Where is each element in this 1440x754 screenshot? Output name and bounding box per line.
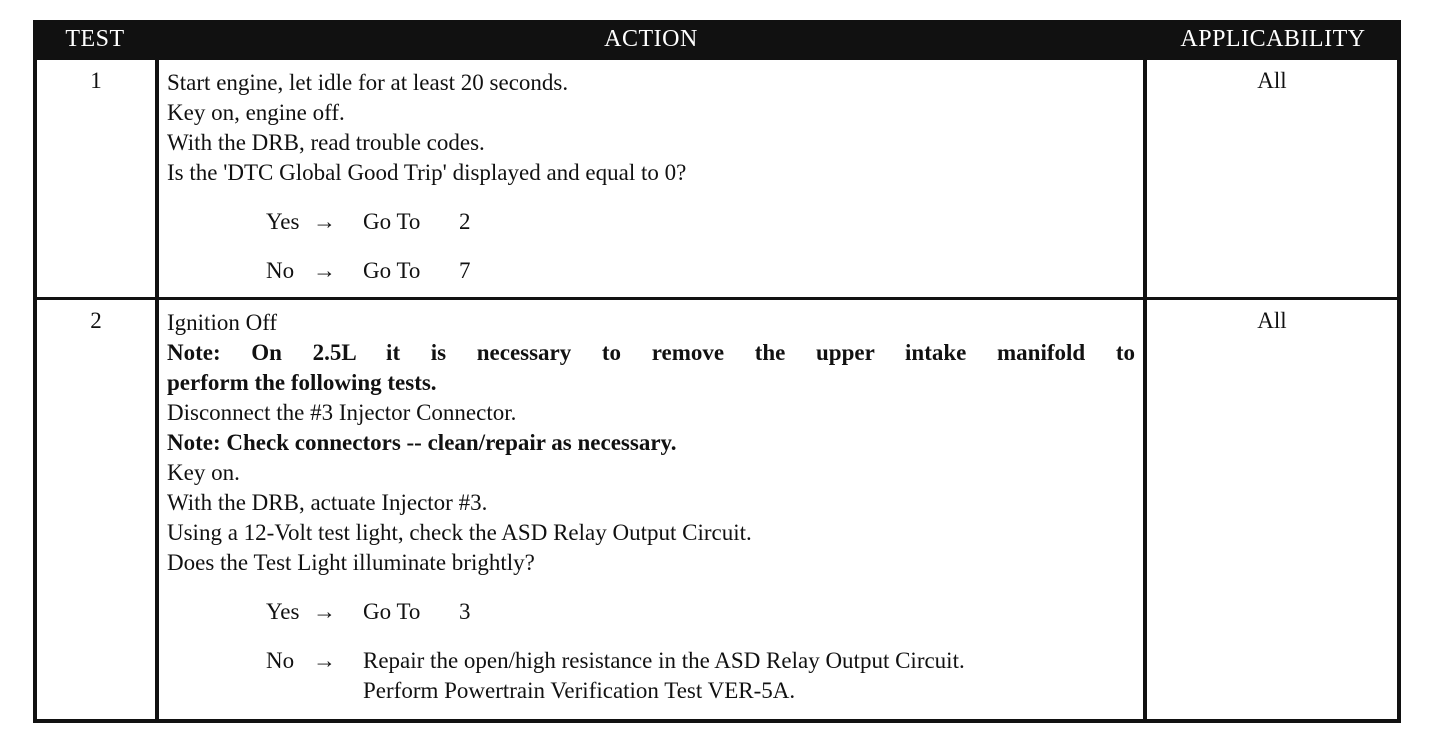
row2-applicability: All [1147,300,1397,719]
header-test: TEST [65,26,125,52]
arrow-icon: → [313,258,336,283]
row2-branch-no [266,646,1135,706]
arrow-icon: → [313,209,336,234]
row1-test-number: 1 [37,60,155,297]
goto-target: 2 [459,209,471,234]
goto-label: Go To [363,599,421,624]
row2-question: Does the Test Light illuminate brightly? [167,550,535,575]
row2-step-disconnect: Disconnect the #3 Injector Connector. [167,400,517,425]
diagnostic-table [33,20,1401,723]
branch-answer: Yes [266,599,300,624]
header-applicability: APPLICABILITY [1180,26,1366,52]
goto-label: Go To [363,209,421,234]
goto-target: 3 [459,599,471,624]
row2-note-manifold-b: perform the following tests. [167,370,437,395]
row2-step-key-on: Key on. [167,460,240,485]
row1-branch-no [266,256,1135,286]
row2-note-connectors: Note: Check connectors -- clean/repair as necessary. [167,430,677,455]
branch-answer: No [266,258,295,283]
arrow-icon: → [313,648,336,673]
row2-step-test-light: Using a 12-Volt test light, check the ASD Relay Output Circuit. [167,520,752,545]
row1-branch-yes [266,207,1135,237]
row1-action [159,60,1143,297]
row2-step-ignition: Ignition Off [167,310,278,335]
goto-target: 7 [459,258,471,283]
row2-test-number: 2 [37,300,155,719]
branch-answer: Yes [266,209,300,234]
row2-note-manifold-a: Note: On 2.5L it is necessary to remove the upper intake manifold to [167,340,1135,365]
verification-instruction: Perform Powertrain Verification Test VER-5A. [363,678,796,703]
row1-step-1: Start engine, let idle for at least 20 seconds. [167,70,569,95]
row1-step-4: Is the 'DTC Global Good Trip' displayed and equal to 0? [167,160,687,185]
row2-step-actuate: With the DRB, actuate Injector #3. [167,490,488,515]
row1-step-2: Key on, engine off. [167,100,345,125]
row2-branch-yes [266,597,1135,627]
row2-action [159,300,1143,719]
branch-answer: No [266,648,295,673]
goto-label: Go To [363,258,421,283]
header-action: ACTION [604,26,698,52]
arrow-icon: → [313,599,336,624]
row1-applicability: All [1147,60,1397,297]
row1-step-3: With the DRB, read trouble codes. [167,130,485,155]
repair-instruction: Repair the open/high resistance in the ASD Relay Output Circuit. [363,648,965,673]
